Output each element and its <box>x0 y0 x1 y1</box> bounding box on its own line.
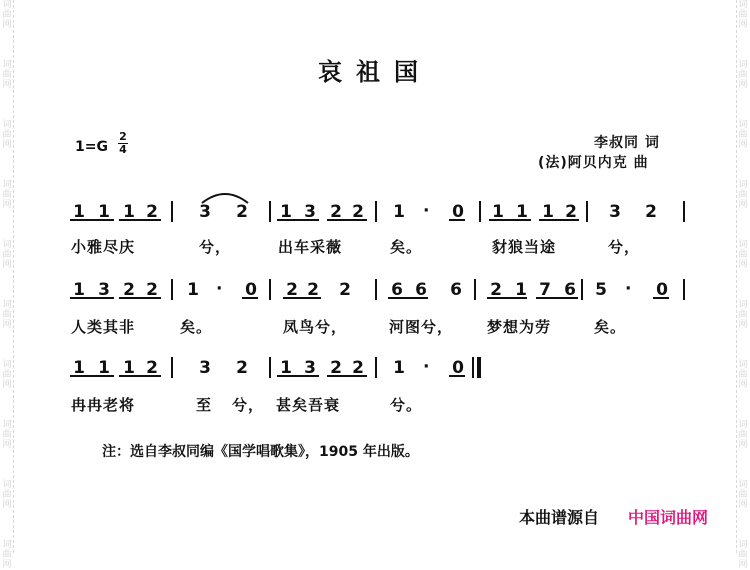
lyric-syllable: 凤鸟兮， <box>283 318 348 336</box>
watermark-char: 网 <box>738 440 748 450</box>
watermark-glyphs <box>1 540 13 570</box>
watermark-char: 词 <box>738 360 748 370</box>
watermark-char: 曲 <box>2 490 12 500</box>
note: 0 <box>245 280 257 300</box>
site-name-link[interactable]: 中国词曲网 <box>628 508 709 527</box>
watermark-char: 词 <box>2 420 12 430</box>
watermark-char: 曲 <box>738 370 748 380</box>
bar-line <box>375 201 377 222</box>
watermark-char: 网 <box>738 200 748 210</box>
bar-line <box>269 279 271 300</box>
watermark-glyphs <box>1 480 13 510</box>
watermark-glyphs <box>1 180 13 210</box>
watermark-glyphs <box>737 0 749 30</box>
note: 2 <box>490 280 502 300</box>
bar-line <box>171 201 173 222</box>
lyricist-credit: 李叔同 词 <box>594 135 660 151</box>
beam-underline <box>653 297 669 299</box>
watermark-char: 曲 <box>2 70 12 80</box>
watermark-char: 词 <box>738 180 748 190</box>
note: 7 <box>539 280 551 300</box>
note: 1 <box>516 202 528 222</box>
lyric-syllable: 兮。 <box>390 396 423 414</box>
watermark-char: 曲 <box>2 370 12 380</box>
note: 2 <box>146 358 158 378</box>
watermark-glyphs <box>1 240 13 270</box>
duration-dot: · <box>625 279 632 299</box>
watermark-char: 词 <box>2 240 12 250</box>
watermark-char: 词 <box>2 300 12 310</box>
watermark-glyphs <box>1 300 13 330</box>
beam-underline <box>539 219 579 221</box>
watermark-char: 网 <box>738 380 748 390</box>
watermark-glyphs <box>1 0 13 30</box>
note: 5 <box>595 280 607 300</box>
final-bar-thin <box>472 357 474 378</box>
lyric-syllable: 梦想为劳 <box>487 318 552 336</box>
composer-credit: (法)阿贝内克 曲 <box>538 155 649 171</box>
duration-dot: · <box>216 279 223 299</box>
note: 6 <box>450 280 462 300</box>
watermark-char: 曲 <box>738 10 748 20</box>
lyric-syllable: 矣。 <box>180 318 213 336</box>
watermark-char: 网 <box>2 560 12 570</box>
watermark-char: 网 <box>2 440 12 450</box>
note: 3 <box>199 358 211 378</box>
watermark-char: 曲 <box>2 310 12 320</box>
note: 1 <box>492 202 504 222</box>
note: 1 <box>393 358 405 378</box>
watermark-char: 曲 <box>738 550 748 560</box>
time-bottom: 4 <box>119 143 127 156</box>
watermark-glyphs <box>737 360 749 390</box>
note: 2 <box>565 202 577 222</box>
note: 2 <box>330 358 342 378</box>
note: 1 <box>542 202 554 222</box>
key-signature: 1=G <box>75 139 108 155</box>
bar-line <box>269 201 271 222</box>
beam-underline <box>388 297 428 299</box>
beam-underline <box>119 219 161 221</box>
lyric-syllable: 至 <box>196 396 213 414</box>
watermark-char: 曲 <box>2 550 12 560</box>
watermark-glyphs <box>1 360 13 390</box>
watermark-char: 曲 <box>738 430 748 440</box>
lyric-syllable: 甚矣吾衰 <box>276 396 341 414</box>
watermark-char: 网 <box>738 260 748 270</box>
note: 1 <box>123 358 135 378</box>
watermark-char: 曲 <box>738 70 748 80</box>
watermark-char: 词 <box>738 540 748 550</box>
note: 2 <box>307 280 319 300</box>
time-signature <box>117 131 129 156</box>
note: 2 <box>146 280 158 300</box>
bar-line <box>581 279 583 300</box>
watermark-char: 词 <box>2 360 12 370</box>
watermark-glyphs <box>737 540 749 570</box>
watermark-glyphs <box>737 240 749 270</box>
lyric-syllable: 人类其非 <box>71 318 136 336</box>
lyric-syllable: 冉冉老将 <box>71 396 136 414</box>
watermark-glyphs <box>737 180 749 210</box>
watermark-char: 词 <box>2 60 12 70</box>
lyric-syllable: 矣。 <box>594 318 627 336</box>
watermark-char: 网 <box>2 200 12 210</box>
watermark-char: 词 <box>2 120 12 130</box>
note: 0 <box>452 358 464 378</box>
watermark-char: 网 <box>2 140 12 150</box>
beam-underline <box>536 297 578 299</box>
watermark-char: 曲 <box>738 250 748 260</box>
watermark-char: 词 <box>738 300 748 310</box>
beam-underline <box>449 375 465 377</box>
note: 6 <box>415 280 427 300</box>
note: 2 <box>123 280 135 300</box>
beam-underline <box>283 297 321 299</box>
beam-underline <box>119 375 161 377</box>
bar-line <box>171 279 173 300</box>
bar-line <box>171 357 173 378</box>
source-label: 本曲谱源自 <box>519 508 600 527</box>
watermark-char: 词 <box>738 0 748 10</box>
footnote: 注：选自李叔同编《国学唱歌集》，1905 年出版。 <box>102 444 419 460</box>
watermark-char: 网 <box>2 260 12 270</box>
note: 6 <box>391 280 403 300</box>
final-bar-thick <box>477 357 481 378</box>
lyric-syllable: 兮， <box>199 238 232 256</box>
watermark-char: 曲 <box>738 310 748 320</box>
watermark-char: 网 <box>2 500 12 510</box>
watermark-char: 网 <box>738 80 748 90</box>
lyric-syllable: 兮， <box>608 238 641 256</box>
beam-underline <box>242 297 258 299</box>
beam-underline <box>277 219 319 221</box>
watermark-glyphs <box>737 120 749 150</box>
beam-underline <box>327 375 367 377</box>
slur <box>196 189 256 205</box>
watermark-char: 网 <box>738 500 748 510</box>
duration-dot: · <box>423 357 430 377</box>
note: 3 <box>304 202 316 222</box>
note: 2 <box>286 280 298 300</box>
note: 1 <box>393 202 405 222</box>
lyric-syllable: 矣。 <box>390 238 423 256</box>
watermark-glyphs <box>737 480 749 510</box>
note: 1 <box>280 202 292 222</box>
beam-underline <box>70 219 114 221</box>
duration-dot: · <box>423 201 430 221</box>
watermark-char: 网 <box>738 320 748 330</box>
watermark-char: 词 <box>2 480 12 490</box>
watermark-char: 曲 <box>738 490 748 500</box>
watermark-char: 词 <box>738 420 748 430</box>
note: 1 <box>123 202 135 222</box>
beam-underline <box>277 375 319 377</box>
note: 1 <box>515 280 527 300</box>
watermark-char: 曲 <box>2 430 12 440</box>
note: 3 <box>199 202 211 222</box>
watermark-glyphs <box>737 420 749 450</box>
lyric-syllable: 兮， <box>232 396 265 414</box>
watermark-char: 网 <box>2 320 12 330</box>
watermark-glyphs <box>1 420 13 450</box>
bar-line <box>683 201 685 222</box>
watermark-char: 网 <box>2 20 12 30</box>
beam-underline <box>489 219 531 221</box>
beam-underline <box>119 297 161 299</box>
watermark-char: 曲 <box>2 190 12 200</box>
song-title: 哀祖国 <box>318 57 432 86</box>
note: 1 <box>73 280 85 300</box>
watermark-char: 曲 <box>738 130 748 140</box>
note: 1 <box>98 358 110 378</box>
note: 1 <box>73 358 85 378</box>
note: 1 <box>187 280 199 300</box>
note: 3 <box>98 280 110 300</box>
bar-line <box>586 201 588 222</box>
beam-underline <box>449 219 465 221</box>
watermark-char: 曲 <box>2 250 12 260</box>
note: 2 <box>645 202 657 222</box>
watermark-char: 词 <box>738 480 748 490</box>
note: 1 <box>73 202 85 222</box>
note: 3 <box>609 202 621 222</box>
note: 2 <box>330 202 342 222</box>
bar-line <box>375 357 377 378</box>
bar-line <box>269 357 271 378</box>
watermark-glyphs <box>1 120 13 150</box>
watermark-glyphs <box>737 300 749 330</box>
note: 1 <box>98 202 110 222</box>
beam-underline <box>487 297 527 299</box>
watermark-char: 曲 <box>738 190 748 200</box>
note: 0 <box>452 202 464 222</box>
beam-underline <box>327 219 367 221</box>
watermark-char: 词 <box>2 180 12 190</box>
bar-line <box>479 201 481 222</box>
watermark-char: 词 <box>2 0 12 10</box>
note: 0 <box>656 280 668 300</box>
lyric-syllable: 小雅尽庆 <box>71 238 136 256</box>
lyric-syllable: 出车采薇 <box>278 238 343 256</box>
watermark-char: 词 <box>738 240 748 250</box>
watermark-char: 词 <box>738 60 748 70</box>
watermark-char: 曲 <box>2 130 12 140</box>
watermark-char: 网 <box>738 20 748 30</box>
note: 6 <box>564 280 576 300</box>
note: 2 <box>236 358 248 378</box>
watermark-char: 曲 <box>2 10 12 20</box>
bar-line <box>683 279 685 300</box>
beam-underline <box>70 297 114 299</box>
watermark-char: 词 <box>2 540 12 550</box>
time-top: 2 <box>119 130 127 143</box>
watermark-char: 网 <box>738 560 748 570</box>
bar-line <box>375 279 377 300</box>
bar-line <box>474 279 476 300</box>
note: 2 <box>352 358 364 378</box>
note: 2 <box>339 280 351 300</box>
note: 1 <box>280 358 292 378</box>
watermark-char: 网 <box>2 380 12 390</box>
note: 2 <box>236 202 248 222</box>
beam-underline <box>70 375 114 377</box>
note: 3 <box>304 358 316 378</box>
lyric-syllable: 豺狼当途 <box>492 238 557 256</box>
note: 2 <box>352 202 364 222</box>
watermark-char: 网 <box>738 140 748 150</box>
note: 2 <box>146 202 158 222</box>
watermark-char: 词 <box>738 120 748 130</box>
watermark-char: 网 <box>2 80 12 90</box>
lyric-syllable: 河图兮， <box>389 318 454 336</box>
